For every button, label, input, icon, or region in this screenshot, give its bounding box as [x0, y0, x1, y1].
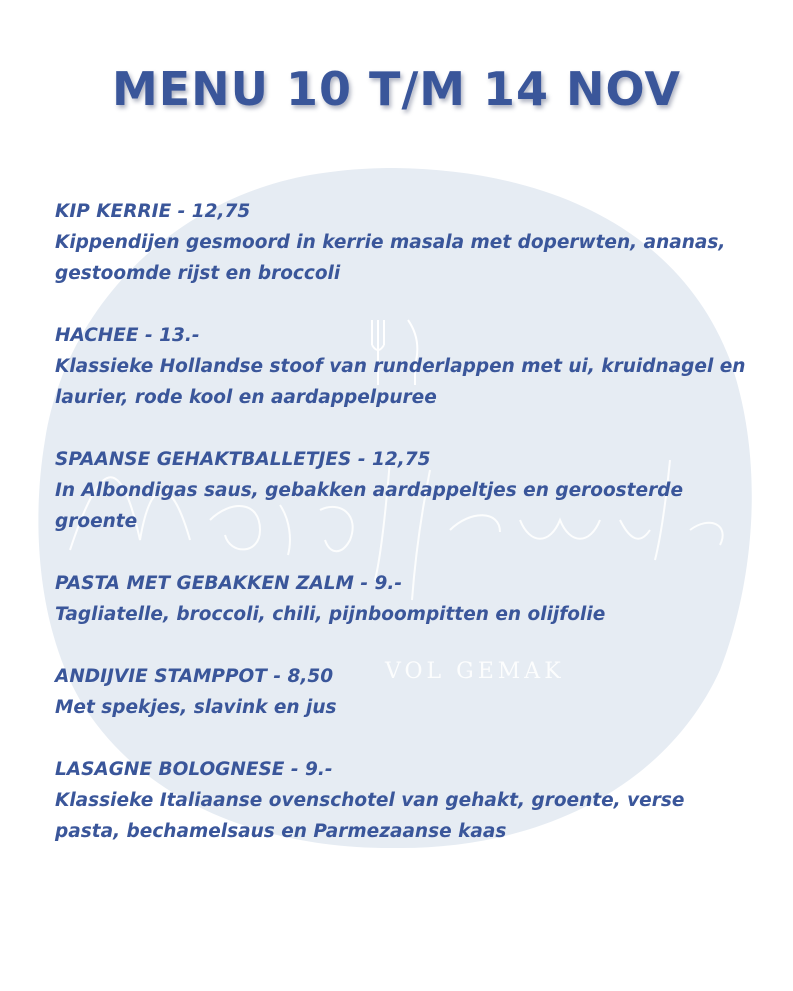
menu-item-name: LASAGNE BOLOGNESE — [55, 759, 285, 780]
menu-item-description: Tagliatelle, broccoli, chili, pijnboompitten en olijfolie — [55, 604, 606, 625]
menu-item: SPAANSE GEHAKTBALLETJES - 12,75 In Albondigas saus, gebakken aardappeltjes en geroosterde groente — [55, 444, 755, 537]
menu-item-name: HACHEE — [55, 325, 139, 346]
menu-item-description: Kippendijen gesmoord in kerrie masala met doperwten, ananas, gestoomde rijst en broccoli — [55, 232, 726, 284]
menu-item-description: Klassieke Hollandse stoof van runderlappen met ui, kruidnagel en laurier, rode kool en aardappelpuree — [55, 356, 746, 408]
menu-list — [55, 196, 755, 878]
menu-item-description: Klassieke Italiaanse ovenschotel van gehakt, groente, verse pasta, bechamelsaus en Parmezaanse kaas — [55, 790, 685, 842]
menu-item: PASTA MET GEBAKKEN ZALM - 9.- Tagliatelle, broccoli, chili, pijnboompitten en olijfolie — [55, 568, 755, 630]
menu-item: KIP KERRIE - 12,75 Kippendijen gesmoord in kerrie masala met doperwten, ananas, gestoomde rijst en broccoli — [55, 196, 755, 289]
menu-item-name: SPAANSE GEHAKTBALLETJES — [55, 449, 352, 470]
menu-item-price: 12,75 — [191, 201, 251, 222]
menu-item: HACHEE - 13.- Klassieke Hollandse stoof van runderlappen met ui, kruidnagel en laurier, rode kool en aardappelpuree — [55, 320, 755, 413]
menu-item-description: In Albondigas saus, gebakken aardappeltjes en geroosterde groente — [55, 480, 683, 532]
menu-item-name: KIP KERRIE — [55, 201, 172, 222]
menu-item-name: PASTA MET GEBAKKEN ZALM — [55, 573, 354, 594]
menu-item: LASAGNE BOLOGNESE - 9.- Klassieke Italiaanse ovenschotel van gehakt, groente, verse pasta, bechamelsaus en Parmezaanse kaas — [55, 754, 755, 847]
menu-item-description: Met spekjes, slavink en jus — [55, 697, 337, 718]
menu-item-price: 9.- — [374, 573, 403, 594]
logo-tagline: VOL GEMAK — [385, 659, 565, 684]
menu-item-price: 12,75 — [371, 449, 431, 470]
page-title: MENU 10 T/M 14 NOV — [111, 62, 682, 116]
menu-item-price: 13.- — [159, 325, 200, 346]
menu-item: ANDIJVIE STAMPPOT - 8,50 Met spekjes, slavink en jus — [55, 661, 755, 723]
menu-item-price: 9.- — [305, 759, 333, 780]
menu-item-name: ANDIJVIE STAMPPOT — [55, 666, 267, 687]
menu-item-price: 8,50 — [287, 666, 334, 687]
